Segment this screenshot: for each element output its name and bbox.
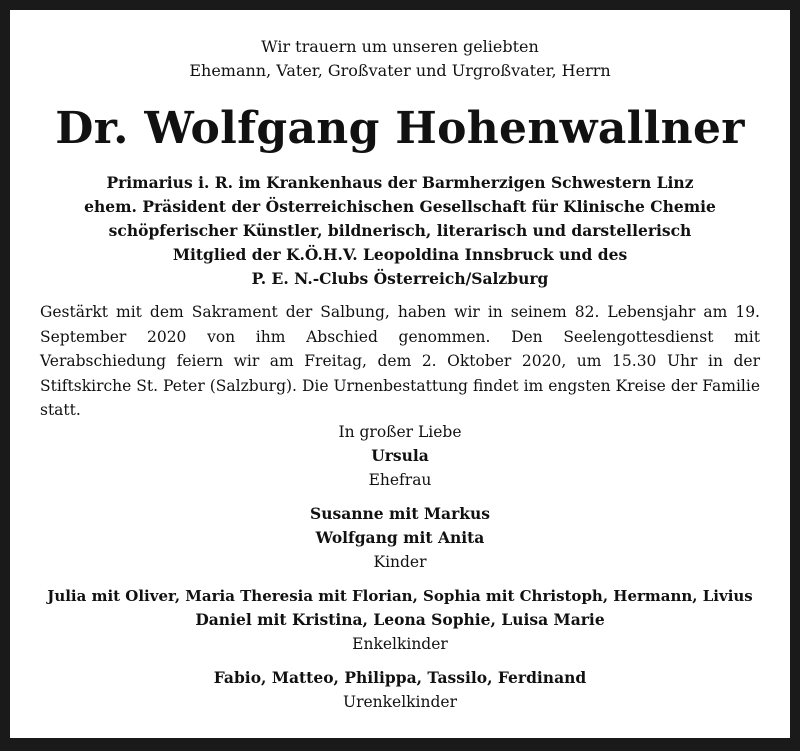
- children-group: [10, 502, 790, 574]
- children-line-1: Susanne mit Markus: [310, 504, 490, 523]
- grandchildren-line-1: Julia mit Oliver, Maria Theresia mit Florian, Sophia mit Christoph, Hermann, Livius: [47, 587, 753, 605]
- intro-line-1: Wir trauern um unseren geliebten: [261, 37, 539, 56]
- grandchildren-line-2: Daniel mit Kristina, Leona Sophie, Luisa Marie: [195, 610, 605, 629]
- title-line-4: Mitglied der K.Ö.H.V. Leopoldina Innsbruck und des: [172, 245, 628, 264]
- spouse-name: Ursula: [371, 446, 429, 465]
- intro-line-2: Ehemann, Vater, Großvater und Urgroßvater, Herrn: [189, 61, 611, 80]
- obituary-notice: [10, 10, 790, 738]
- children-line-2: Wolfgang mit Anita: [315, 528, 485, 547]
- title-line-2: ehem. Präsident der Österreichischen Gesellschaft für Klinische Chemie: [84, 197, 716, 216]
- grandchildren-role: Enkelkinder: [352, 635, 448, 653]
- title-line-3: schöpferischer Künstler, bildnerisch, literarisch und darstellerisch: [108, 221, 692, 240]
- intro-text: [10, 35, 790, 83]
- spouse-role: Ehefrau: [368, 471, 432, 489]
- announcement-paragraph: Gestärkt mit dem Sakrament der Salbung, haben wir in seinem 82. Lebensjahr am 19. September 2020 von ihm Abschied genommen. Den Seelengottesdienst mit Verabschiedung feiern wir am Freitag, dem 2. Oktober 2020, um 15.30 Uhr in der Stiftskirche St. Peter (Salzburg). Die Urnenbestattung findet im engsten Kreise der Familie statt.: [40, 303, 760, 419]
- great-grandchildren-names: Fabio, Matteo, Philippa, Tassilo, Ferdinand: [213, 668, 587, 687]
- great-grandchildren-role: Urenkelkinder: [343, 693, 457, 711]
- grandchildren-group: [10, 584, 790, 656]
- children-role: Kinder: [373, 553, 427, 571]
- opening-phrase: In großer Liebe: [338, 423, 462, 441]
- titles-block: [10, 171, 790, 291]
- title-line-1: Primarius i. R. im Krankenhaus der Barmherzigen Schwestern Linz: [106, 173, 694, 192]
- mourners-block: [10, 420, 790, 714]
- great-grandchildren-group: [10, 666, 790, 714]
- deceased-name: Dr. Wolfgang Hohenwallner: [55, 103, 745, 154]
- spouse-group: [10, 420, 790, 492]
- title-line-5: P. E. N.-Clubs Österreich/Salzburg: [251, 269, 549, 288]
